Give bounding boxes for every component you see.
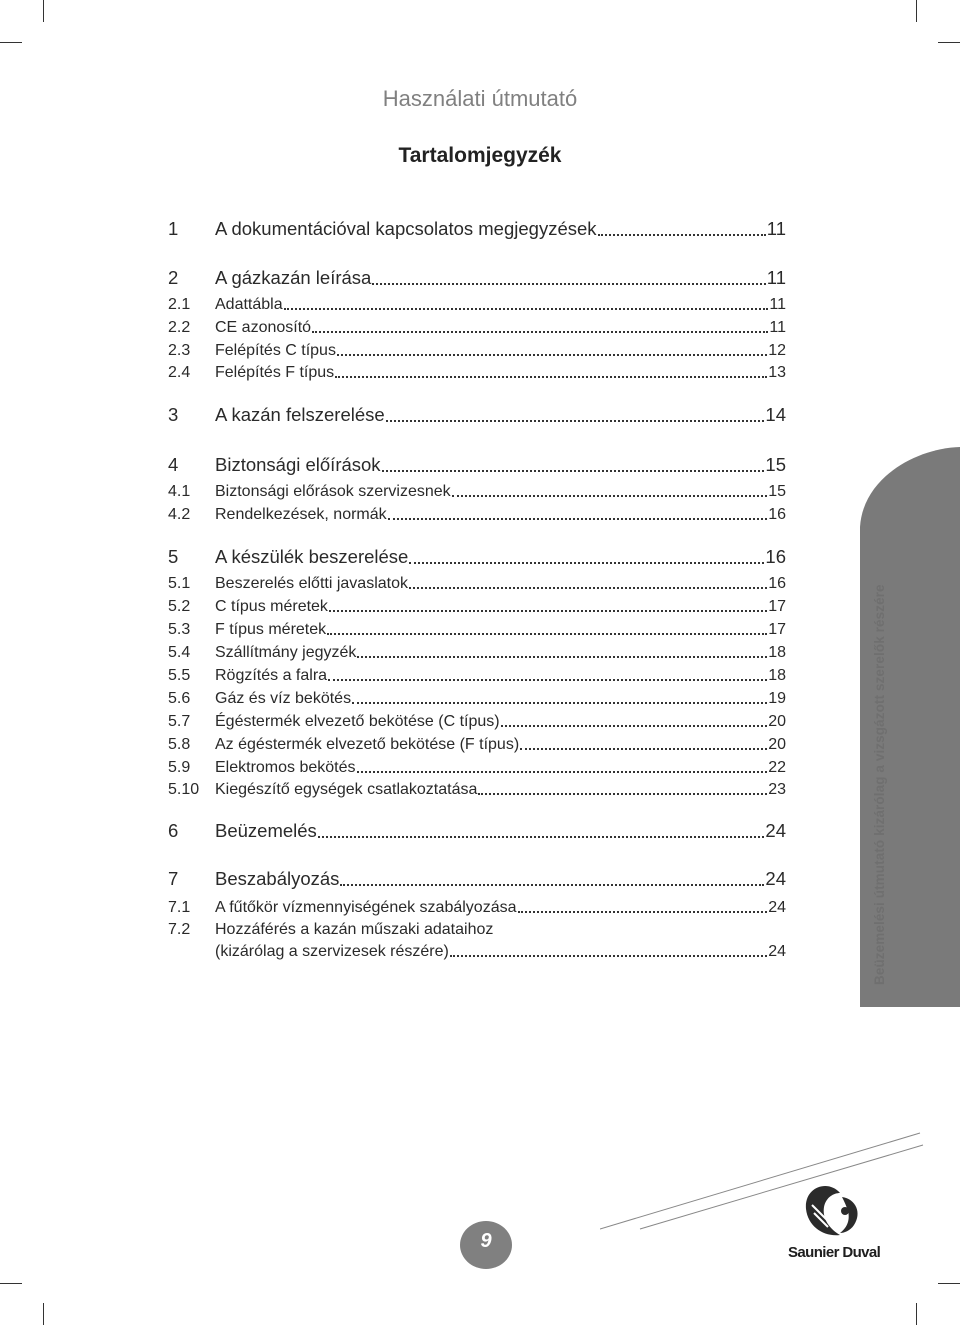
- toc-entry-title: Szállítmány jegyzék: [215, 644, 357, 661]
- toc-entry-number: 2.3: [168, 342, 191, 359]
- toc-entry-title: Kiegészítő egységek csatlakoztatása: [215, 781, 478, 798]
- toc-leader-dots: [340, 883, 764, 886]
- toc-leader-dots: [312, 330, 768, 333]
- toc-entry-number: 4.2: [168, 506, 191, 523]
- toc-entry-title: F típus méretek: [215, 621, 327, 638]
- toc-entry-title: Beüzemelés: [215, 820, 317, 841]
- toc-entry-page: 11: [769, 296, 786, 313]
- toc-entry-page: 17: [768, 598, 786, 615]
- toc-entry-title: Égéstermék elvezető bekötése (C típus): [215, 713, 500, 730]
- toc-entry-page: 17: [768, 621, 786, 638]
- toc-entry-page: 22: [768, 759, 786, 776]
- toc-entry-page: 18: [768, 667, 786, 684]
- crop-mark: [938, 42, 960, 43]
- toc-entry-page: 11: [766, 267, 786, 288]
- toc-entry-number: 3: [168, 404, 179, 425]
- toc-entry-number: 5.10: [168, 781, 200, 798]
- toc-entry-page: 23: [768, 781, 786, 798]
- toc-leader-dots: [372, 282, 765, 285]
- toc-entry-title: CE azonosító: [215, 319, 312, 336]
- toc-entry-page: 15: [765, 454, 786, 475]
- toc-leader-dots: [518, 910, 768, 913]
- toc-entry-page: 18: [768, 644, 786, 661]
- toc-entry-title: Beszerelés előtti javaslatok: [215, 575, 408, 592]
- toc-entry-title: Hozzáférés a kazán műszaki adataihoz: [215, 921, 494, 938]
- crop-mark: [916, 0, 917, 22]
- toc-entry-page: 16: [768, 575, 786, 592]
- toc-entry-title: A fűtőkör vízmennyiségének szabályozása: [215, 899, 517, 916]
- toc-entry-number: 5.8: [168, 736, 191, 753]
- toc-entry-title: (kizárólag a szervizesek részére): [215, 943, 449, 960]
- toc-leader-dots: [382, 469, 765, 472]
- toc-entry[interactable]: [168, 218, 786, 240]
- brand-logo-icon: [800, 1183, 864, 1241]
- toc-entry-number: 5.7: [168, 713, 191, 730]
- toc-entry[interactable]: [168, 868, 786, 890]
- toc-entry[interactable]: [168, 598, 786, 616]
- toc-entry-title: Biztonsági előrások szervizesnek: [215, 483, 451, 500]
- toc-entry-number: 1: [168, 218, 179, 239]
- toc-entry-title: Adattábla: [215, 296, 283, 313]
- side-tab-label: Beüzemelési útmutató kizárólag a vizsgázott szerelők részére: [872, 584, 887, 985]
- toc-entry-number: 5.5: [168, 667, 191, 684]
- toc-entry-page: 19: [768, 690, 786, 707]
- toc-leader-dots: [284, 307, 769, 310]
- toc-entry[interactable]: [168, 781, 786, 799]
- toc-entry-number: 2: [168, 267, 179, 288]
- toc-entry[interactable]: [168, 296, 786, 314]
- toc-entry-number: 6: [168, 820, 179, 841]
- toc-entry[interactable]: [168, 454, 786, 476]
- toc-entry-number: 4: [168, 454, 179, 475]
- toc-entry[interactable]: [168, 404, 786, 426]
- toc-entry[interactable]: [168, 319, 786, 337]
- toc-entry-number: 5.6: [168, 690, 191, 707]
- toc-entry[interactable]: [168, 759, 786, 777]
- crop-mark: [43, 0, 44, 22]
- toc-entry-title: A gázkazán leírása: [215, 267, 372, 288]
- brand-logo-text: Saunier Duval: [788, 1244, 881, 1261]
- toc-entry-title: A dokumentációval kapcsolatos megjegyzések: [215, 218, 597, 239]
- toc-leader-dots: [452, 494, 768, 497]
- toc-leader-dots: [450, 954, 767, 957]
- toc-entry-title: A kazán felszerelése: [215, 404, 385, 425]
- toc-entry[interactable]: [168, 546, 786, 568]
- toc-entry[interactable]: [168, 921, 786, 939]
- toc-entry[interactable]: [168, 899, 786, 917]
- toc-leader-dots: [335, 375, 767, 378]
- crop-mark: [43, 1303, 44, 1325]
- toc-entry-number: 5: [168, 546, 179, 567]
- toc-leader-dots: [357, 770, 768, 773]
- toc-leader-dots: [520, 747, 767, 750]
- toc-entry-page: 24: [768, 899, 786, 916]
- toc-leader-dots: [357, 655, 767, 658]
- toc-leader-dots: [337, 353, 767, 356]
- toc-entry-number: 4.1: [168, 483, 191, 500]
- toc-entry[interactable]: [168, 267, 786, 289]
- toc-entry[interactable]: [168, 483, 786, 501]
- toc-entry-page: 24: [765, 820, 786, 841]
- toc-leader-dots: [386, 419, 765, 422]
- toc-entry-title: Rendelkezések, normák: [215, 506, 387, 523]
- crop-mark: [0, 1283, 22, 1284]
- toc-entry-page: 16: [765, 546, 786, 567]
- toc-leader-dots: [327, 632, 767, 635]
- toc-entry[interactable]: [168, 736, 786, 754]
- toc-entry-title: Beszabályozás: [215, 868, 340, 889]
- toc-leader-dots: [328, 678, 767, 681]
- toc-entry-number: 5.4: [168, 644, 191, 661]
- toc-leader-dots: [388, 517, 768, 520]
- toc-entry-page: 20: [768, 713, 786, 730]
- toc-entry-title: C típus méretek: [215, 598, 328, 615]
- toc-entry-page: 11: [769, 319, 786, 336]
- toc-entry-title: Biztonsági előírások: [215, 454, 381, 475]
- toc-entry-page: 16: [768, 506, 786, 523]
- toc-entry-number: 7.2: [168, 921, 191, 938]
- toc-heading: Tartalomjegyzék: [398, 144, 562, 167]
- toc-entry[interactable]: [168, 575, 786, 593]
- toc-leader-dots: [329, 609, 767, 612]
- toc-entry-number: 7.1: [168, 899, 191, 916]
- toc-entry-number: 5.9: [168, 759, 191, 776]
- toc-entry[interactable]: [168, 667, 786, 685]
- toc-entry[interactable]: [168, 690, 786, 708]
- toc-entry-number: 5.1: [168, 575, 191, 592]
- toc-entry[interactable]: [168, 364, 786, 382]
- toc-entry-title: Elektromos bekötés: [215, 759, 356, 776]
- toc-entry-number: 7: [168, 868, 179, 889]
- toc-entry-title: Az égéstermék elvezető bekötése (F típus): [215, 736, 520, 753]
- toc-entry-title: Felépítés F típus: [215, 364, 335, 381]
- toc-entry-page: 20: [768, 736, 786, 753]
- page-number: 9: [480, 1230, 492, 1252]
- toc-entry-number: 5.3: [168, 621, 191, 638]
- toc-entry-page: 12: [768, 342, 786, 359]
- toc-entry[interactable]: [168, 820, 786, 842]
- crop-mark: [916, 1303, 917, 1325]
- toc-entry-title: Felépítés C típus: [215, 342, 336, 359]
- toc-leader-dots: [598, 233, 766, 236]
- toc-leader-dots: [478, 792, 767, 795]
- toc-entry-number: 2.2: [168, 319, 191, 336]
- toc-entry-title: A készülék beszerelése: [215, 546, 409, 567]
- toc-entry[interactable]: [168, 644, 786, 662]
- toc-entry-number: 5.2: [168, 598, 191, 615]
- toc-entry-page: 24: [765, 868, 786, 889]
- toc-leader-dots: [409, 586, 767, 589]
- toc-entry-page: 24: [768, 943, 786, 960]
- crop-mark: [0, 42, 22, 43]
- toc-entry-page: 15: [768, 483, 786, 500]
- toc-entry[interactable]: [168, 506, 786, 524]
- decorative-lines: [600, 1125, 925, 1230]
- document-title: Használati útmutató: [382, 86, 578, 111]
- toc-entry-page: 11: [766, 218, 786, 239]
- toc-entry-page: 14: [765, 404, 786, 425]
- toc-entry[interactable]: [168, 713, 786, 731]
- toc-entry-number: 2.4: [168, 364, 191, 381]
- toc-entry[interactable]: [168, 943, 786, 961]
- toc-leader-dots: [352, 701, 767, 704]
- toc-entry-number: 2.1: [168, 296, 191, 313]
- toc-entry-title: Gáz és víz bekötés: [215, 690, 352, 707]
- toc-entry[interactable]: [168, 342, 786, 360]
- toc-entry-page: 13: [768, 364, 786, 381]
- toc-entry-title: Rögzítés a falra: [215, 667, 328, 684]
- toc-entry[interactable]: [168, 621, 786, 639]
- crop-mark: [938, 1283, 960, 1284]
- toc-leader-dots: [318, 835, 765, 838]
- toc-leader-dots: [501, 724, 768, 727]
- toc-leader-dots: [409, 561, 764, 564]
